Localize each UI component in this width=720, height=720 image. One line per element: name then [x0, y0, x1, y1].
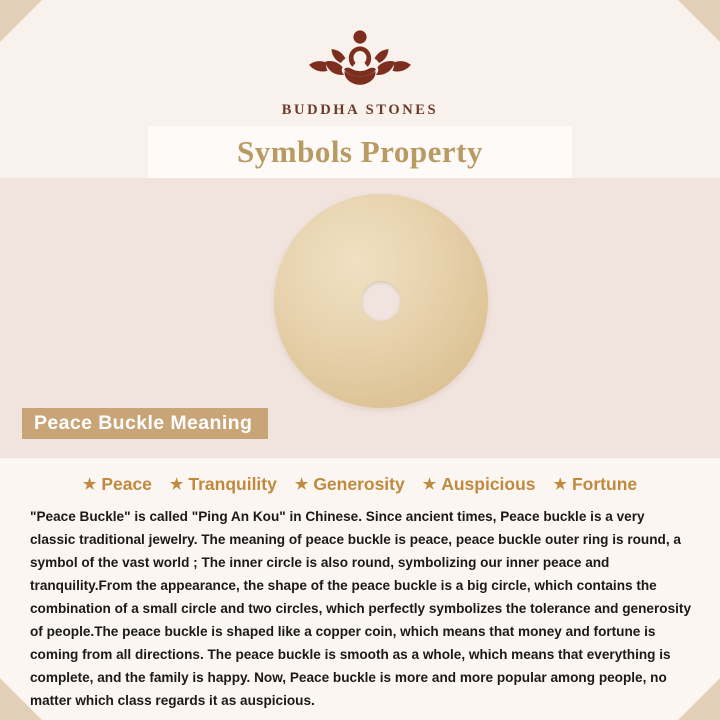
section-ribbon	[22, 408, 268, 439]
star-icon: ★	[169, 476, 184, 493]
star-icon: ★	[294, 476, 309, 493]
keyword-list	[0, 474, 720, 495]
keyword-label: Fortune	[571, 474, 638, 494]
keyword-label: Peace	[101, 474, 152, 494]
disc-center-hole	[361, 281, 401, 321]
brand-name: BUDDHA STONES	[281, 102, 439, 118]
keyword-label: Tranquility	[188, 474, 277, 494]
keyword-label: Auspicious	[441, 474, 536, 494]
keyword-label: Generosity	[313, 474, 405, 494]
body-paragraph: "Peace Buckle" is called "Ping An Kou" in Chinese. Since ancient times, Peace buckle is a very classic traditional jewelry. The meaning of peace buckle is peace, peace buckle outer ring is round, a symbol of the vast world ; The inner circle is also round, symbolizing our inner peace and tranquility.From the appearance, the shape of the peace buckle is a big circle, which contains the combination of a small circle and two circles, which perfectly symbolizes the tolerance and generosity of people.The peace buckle is shaped like a copper coin, which means that money and fortune is coming from all directions. The peace buckle is smooth as a whole, which means that everything is complete, and the family is happy. Now, Peace buckle is more and more popular among people, no matter which class regards it as auspicious.	[30, 509, 692, 708]
keyword-item	[83, 474, 152, 495]
brand-logo	[0, 22, 720, 119]
keyword-item	[295, 474, 405, 495]
keyword-item	[170, 474, 277, 495]
keyword-item	[423, 474, 536, 495]
page-title-plaque	[148, 126, 572, 178]
lotus-meditation-icon	[287, 22, 433, 96]
keyword-item	[554, 474, 638, 495]
peace-buckle-disc-icon	[274, 194, 488, 408]
star-icon: ★	[553, 476, 567, 493]
star-icon: ★	[422, 476, 437, 493]
section-ribbon-label: Peace Buckle Meaning	[34, 412, 253, 434]
page-title: Symbols Property	[237, 134, 483, 169]
star-icon: ★	[82, 476, 97, 493]
